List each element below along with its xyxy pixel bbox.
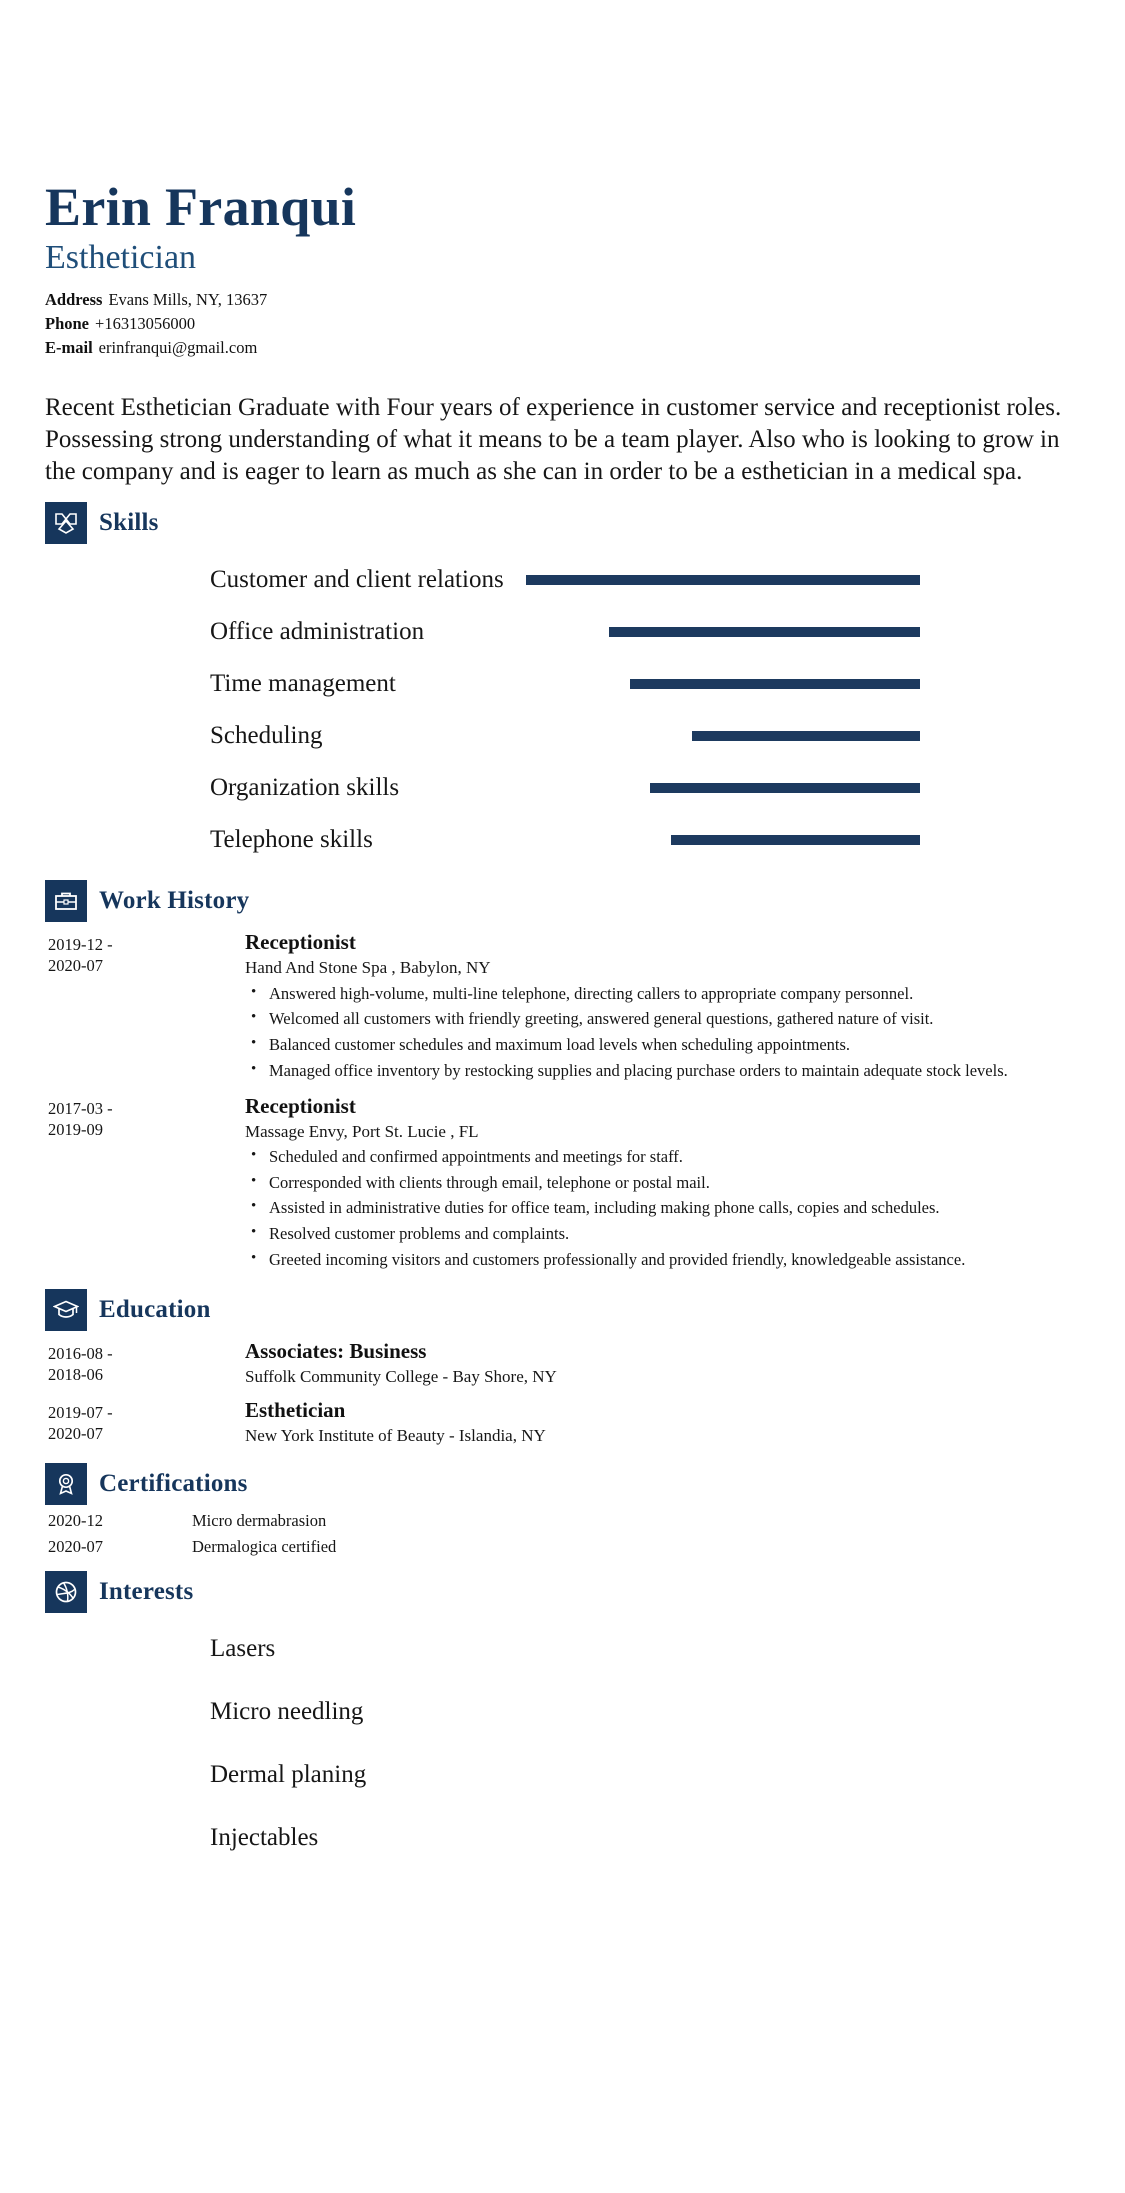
work-entry-date-to: 2020-07 xyxy=(48,956,103,976)
list-item: • Resolved customer problems and complaints. xyxy=(245,1223,1080,1246)
skill-bar-track xyxy=(505,731,920,741)
education-entry-body xyxy=(200,1339,1080,1390)
list-item: • Corresponded with clients through email, telephone or postal mail. xyxy=(245,1172,1080,1195)
skill-bar-track xyxy=(505,783,920,793)
interest-item: Lasers xyxy=(210,1635,276,1663)
education-entry-dates xyxy=(45,1339,200,1385)
work-entry-dates xyxy=(45,1094,200,1140)
candidate-name: Erin Franqui xyxy=(45,177,357,237)
work-entry-bullets xyxy=(245,1146,1080,1272)
list-item: • Balanced customer schedules and maximum load levels when scheduling appointments. xyxy=(245,1034,1080,1057)
professional-summary: Recent Esthetician Graduate with Four years of experience in customer service and receptionist roles. Possessing strong understanding of what it means to be a team player. Also who is looking to grow in the company and is eager to learn as much as she can in order to be a esthetician in a medical spa. xyxy=(45,394,1062,486)
work-entry-date-from: 2017-03 - xyxy=(48,1098,113,1118)
skill-row xyxy=(45,658,1080,710)
contact-email-label: E-mail xyxy=(45,338,93,358)
education-entry-school: Suffolk Community College - Bay Shore, NY xyxy=(245,1366,557,1386)
education-entry-date-from: 2019-07 - xyxy=(48,1402,113,1422)
skill-bar-fill xyxy=(609,627,920,637)
education-entry-title: Associates: Business xyxy=(245,1338,427,1363)
education-entry-dates xyxy=(45,1398,200,1444)
section-work-history xyxy=(45,880,1080,1274)
work-entry-title: Receptionist xyxy=(245,1093,356,1118)
certification-date: 2020-07 xyxy=(48,1537,103,1557)
skill-row xyxy=(45,762,1080,814)
briefcase-icon xyxy=(45,880,87,922)
interests-title: Interests xyxy=(99,1578,194,1606)
skill-label: Telephone skills xyxy=(210,826,373,854)
candidate-job-title: Esthetician xyxy=(45,239,197,277)
skill-bar-fill xyxy=(692,731,920,741)
work-entry-title: Receptionist xyxy=(245,930,356,955)
work-entry-body xyxy=(200,1094,1080,1275)
skill-row xyxy=(45,710,1080,762)
contact-phone-label: Phone xyxy=(45,314,90,334)
certifications-heading xyxy=(45,1463,1080,1505)
skill-bar-fill xyxy=(526,575,920,585)
skill-row xyxy=(45,554,1080,606)
award-ribbon-icon xyxy=(45,1463,87,1505)
skill-bar-track xyxy=(505,835,920,845)
education-entry-school: New York Institute of Beauty - Islandia, NY xyxy=(245,1426,546,1446)
skills-heading xyxy=(45,502,1080,544)
contact-phone xyxy=(45,312,1080,336)
contact-email xyxy=(45,336,1080,360)
interests-heading xyxy=(45,1571,1080,1613)
resume-header xyxy=(45,177,1080,360)
section-certifications xyxy=(45,1463,1080,1557)
contact-email-value: erinfranqui@gmail.com xyxy=(98,338,258,358)
skill-bar-fill xyxy=(650,783,920,793)
certifications-title: Certifications xyxy=(99,1470,248,1498)
certification-name: Dermalogica certified xyxy=(192,1537,337,1557)
skill-label: Scheduling xyxy=(210,722,323,750)
list-item: • Welcomed all customers with friendly greeting, answered general questions, gathered nature of visit. xyxy=(245,1008,1080,1031)
work-entry-date-from: 2019-12 - xyxy=(48,935,113,955)
list-item: • Managed office inventory by restocking supplies and placing purchase orders to maintain adequate stock levels. xyxy=(245,1060,1080,1083)
work-entry-dates xyxy=(45,930,200,976)
skills-title: Skills xyxy=(99,509,159,537)
work-entry xyxy=(45,1094,1080,1275)
certification-date: 2020-12 xyxy=(48,1511,103,1531)
education-heading xyxy=(45,1289,1080,1331)
skill-bar-fill xyxy=(630,679,921,689)
contact-address xyxy=(45,288,1080,312)
work-entry xyxy=(45,930,1080,1085)
education-entry-date-from: 2016-08 - xyxy=(48,1343,113,1363)
skill-bar-track xyxy=(505,575,920,585)
list-item: • Assisted in administrative duties for office team, including making phone calls, copies and schedules. xyxy=(245,1197,1080,1220)
list-item: • Greeted incoming visitors and customers professionally and provided friendly, knowledgeable assistance. xyxy=(245,1249,1080,1272)
education-entry-date-to: 2020-07 xyxy=(48,1424,103,1444)
skill-row xyxy=(45,814,1080,866)
list-item: • Answered high-volume, multi-line telephone, directing callers to appropriate company personnel. xyxy=(245,983,1080,1006)
education-entry-title: Esthetician xyxy=(245,1397,346,1422)
work-entry-date-to: 2019-09 xyxy=(48,1119,103,1139)
skill-bar-track xyxy=(505,679,920,689)
basketball-icon xyxy=(45,1571,87,1613)
skills-badge-icon xyxy=(45,502,87,544)
list-item: • Scheduled and confirmed appointments and meetings for staff. xyxy=(245,1146,1080,1169)
certification-row xyxy=(45,1537,1080,1557)
education-entry xyxy=(45,1398,1080,1449)
work-entry-employer: Hand And Stone Spa , Babylon, NY xyxy=(245,958,491,978)
certification-row xyxy=(45,1511,1080,1531)
work-history-heading xyxy=(45,880,1080,922)
skill-bar-track xyxy=(505,627,920,637)
section-education xyxy=(45,1289,1080,1450)
education-entry-date-to: 2018-06 xyxy=(48,1364,103,1384)
skill-label: Office administration xyxy=(210,618,425,646)
education-entry xyxy=(45,1339,1080,1390)
skill-row xyxy=(45,606,1080,658)
contact-address-label: Address xyxy=(45,290,103,310)
skill-label: Customer and client relations xyxy=(210,566,504,594)
work-entry-body xyxy=(200,930,1080,1085)
skill-label: Time management xyxy=(210,670,396,698)
interest-item: Dermal planing xyxy=(210,1761,367,1789)
education-title: Education xyxy=(99,1295,211,1323)
section-skills xyxy=(45,502,1080,866)
skill-bar-fill xyxy=(671,835,920,845)
graduation-cap-icon xyxy=(45,1289,87,1331)
interest-item: Injectables xyxy=(210,1824,319,1852)
contact-phone-value: +16313056000 xyxy=(95,314,196,334)
work-entry-employer: Massage Envy, Port St. Lucie , FL xyxy=(245,1121,479,1141)
section-interests xyxy=(45,1571,1080,1869)
education-entry-body xyxy=(200,1398,1080,1449)
certification-name: Micro dermabrasion xyxy=(192,1511,327,1531)
skills-list xyxy=(45,554,1080,866)
work-entry-bullets xyxy=(245,983,1080,1083)
skill-label: Organization skills xyxy=(210,774,400,802)
contact-address-value: Evans Mills, NY, 13637 xyxy=(108,290,268,310)
interest-item: Micro needling xyxy=(210,1698,364,1726)
work-history-title: Work History xyxy=(99,887,250,915)
